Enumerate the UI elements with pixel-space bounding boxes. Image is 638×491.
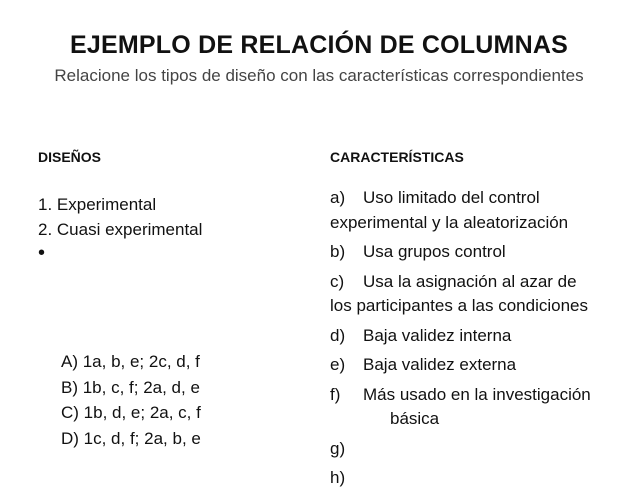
item-text: Usa grupos control <box>363 242 506 261</box>
item-letter: d) <box>330 325 346 345</box>
item-text: Más usado en la investigación <box>363 384 591 404</box>
characteristic-item-a <box>330 186 630 235</box>
answer-option-b: B) 1b, c, f; 2a, d, e <box>61 377 200 397</box>
item-letter: a) <box>330 188 346 207</box>
answer-option-a: A) 1a, b, e; 2c, d, f <box>61 352 200 371</box>
answer-options <box>61 349 201 451</box>
item-text: Usa la asignación al azar de <box>363 271 577 291</box>
designs-heading: DISEÑOS <box>38 149 102 165</box>
characteristic-item-h <box>330 466 630 491</box>
designs-list <box>38 192 202 264</box>
item-letter: e) <box>330 355 346 374</box>
item-text-continued: básica <box>390 409 440 428</box>
design-item-experimental: 1. Experimental <box>38 195 157 214</box>
item-text-continued: los participantes a las condiciones <box>330 296 588 315</box>
characteristic-item-b <box>330 240 630 265</box>
item-letter: h) <box>330 468 346 487</box>
characteristics-heading: CARACTERÍSTICAS <box>330 149 464 165</box>
characteristic-item-d <box>330 324 630 349</box>
characteristic-item-g <box>330 437 630 462</box>
characteristics-list <box>330 186 630 491</box>
characteristic-item-f <box>330 383 630 432</box>
item-text: Baja validez externa <box>363 355 517 374</box>
characteristic-item-e <box>330 353 630 378</box>
design-item-quasi-experimental: 2. Cuasi experimental <box>38 220 203 239</box>
slide-subtitle: Relacione los tipos de diseño con las características correspondientes <box>54 66 584 85</box>
item-letter: c) <box>330 271 345 291</box>
item-text: Baja validez interna <box>363 325 512 345</box>
item-text-continued: experimental y la aleatorización <box>330 212 569 232</box>
characteristic-item-c <box>330 270 630 319</box>
empty-bullet: • <box>38 242 46 264</box>
answer-option-c: C) 1b, d, e; 2a, c, f <box>61 403 201 422</box>
item-letter: f) <box>330 384 341 404</box>
item-letter: b) <box>330 242 346 261</box>
slide-title: EJEMPLO DE RELACIÓN DE COLUMNAS <box>70 31 568 59</box>
item-text: Uso limitado del control <box>363 188 540 207</box>
answer-option-d: D) 1c, d, f; 2a, b, e <box>61 428 201 448</box>
item-letter: g) <box>330 438 346 458</box>
